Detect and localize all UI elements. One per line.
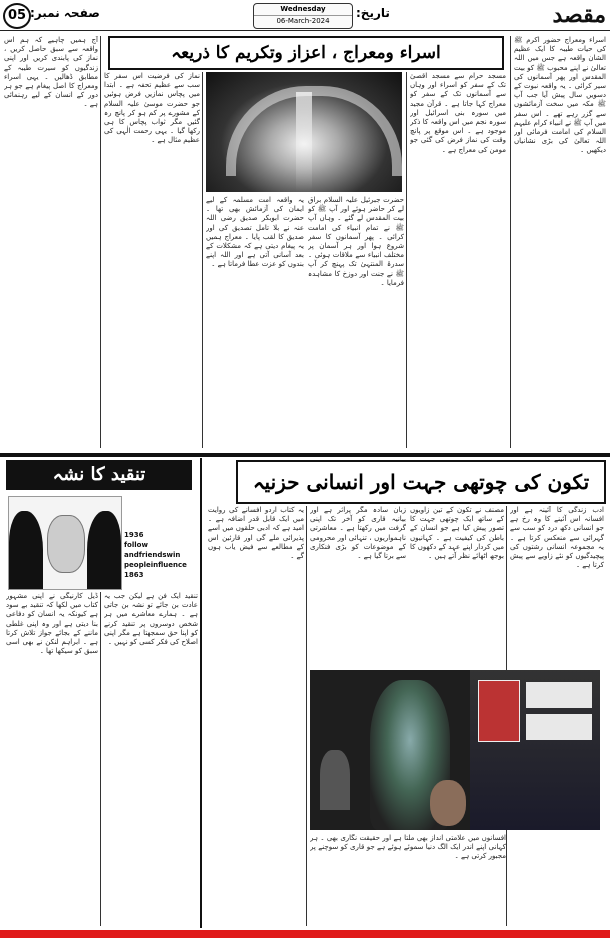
left-article-col-1: تنقید ایک فن ہے لیکن جب یہ عادت بن جائے تو نشہ بن جاتی ہے ۔ ہمارے معاشرے میں ہر شخص دوسروں پر تنقید کرنے کو اپنا حق سمجھتا ہے مگر اپنی اصلاح کی فکر کسی کو نہیں ۔	[104, 592, 198, 647]
column-divider	[202, 72, 203, 448]
page-label: صفحہ نمبر:	[30, 6, 100, 20]
author-portrait	[430, 780, 466, 826]
silhouette-photo	[8, 496, 122, 590]
light-rays	[296, 92, 312, 192]
side-keyword: 1863	[124, 571, 144, 579]
side-keyword: andfriendswin	[124, 551, 181, 559]
left-article-col-2: ڈیل کارنیگی نے اپنی مشہور کتاب میں لکھا کہ تنقید بے سود ہے کیونکہ یہ انسان کو دفاعی بنا دیتی ہے اور وہ اپنی غلطی ماننے کے بجائے جواز تلاش کرتا ہے ۔ ابراہم لنکن نے بھی اسی سبق کو سیکھا تھا ۔	[6, 592, 98, 656]
top-headline: اسراء ومعراج ، اعزاز وتکریم کا ذریعہ	[108, 36, 504, 70]
weekday: Wednesday	[254, 4, 352, 16]
silhouette-left	[9, 511, 43, 589]
header-rule	[0, 30, 610, 31]
collage-panel	[470, 670, 600, 830]
text-card	[526, 714, 592, 740]
side-keyword: 1936	[124, 531, 144, 539]
arch-shape	[226, 86, 402, 176]
side-keyword: peopleinfluence	[124, 561, 187, 569]
page-number: 05	[3, 3, 31, 29]
newspaper-brand: مقصد	[552, 2, 606, 28]
text-card	[526, 682, 592, 708]
column-divider	[406, 72, 407, 448]
top-article-col-3: حضرت جبرئیل علیہ السلام براق لے کر حاضر ہوئے اور آپ ﷺ کو بیت المقدس لے گئے ۔ وہاں آپ ﷺ نے تمام انبیاء کی امامت کرائی ۔ پھر آسمانوں کا سفر شروع ہوا اور ہر آسمان پر مختلف انبیاء سے ملاقات ہوئی ۔ سدرۃ المنتہیٰ تک پہنچ کر آپ ﷺ نے جنت اور دوزخ کا مشاہدہ فرمایا ۔	[308, 196, 404, 287]
face-mask	[47, 515, 85, 573]
column-divider	[510, 36, 511, 448]
date-box	[253, 3, 353, 29]
column-divider	[100, 36, 101, 448]
right-article-col-3: زبان سادہ مگر پراثر ہے اور بیانیہ قاری کو آخر تک اپنی گرفت میں رکھتا ہے ۔ معاشرتی ناہمواریوں ، تنہائی اور محرومی کے موضوعات کو بڑی فنکاری سے برتا گیا ہے ۔	[310, 506, 406, 561]
silhouette-right	[87, 511, 121, 589]
right-article-col-2: مصنف نے تکون کے تین زاویوں کے ساتھ ایک چوتھی جہت کا تصور پیش کیا ہے جو انسان کے باطن کی کیفیت ہے ۔ کہانیوں میں کردار اپنے عہد کے دکھوں کا بوجھ اٹھائے نظر آتے ہیں ۔	[410, 506, 504, 561]
side-keywords	[124, 530, 204, 580]
column-divider	[306, 506, 307, 926]
top-article-col-5: نماز کی فرضیت اس سفر کا سب سے عظیم تحفہ ہے ۔ ابتدا میں پچاس نمازیں فرض ہوئیں جو حضرت موسیٰ علیہ السلام کے مشورے پر کم ہو کر پانچ رہ گئیں مگر ثواب پچاس کا ہی رکھا گیا ۔ یہی رحمت الٰہی کی عظیم مثال ہے ۔	[104, 72, 200, 145]
right-article-col-5: افسانوں میں علامتی انداز بھی ملتا ہے اور حقیقت نگاری بھی ۔ ہر کہانی اپنے اندر ایک الگ دنیا سموئے ہوئے ہے جو قاری کو سوچنے پر مجبور کرتی ہے ۔	[310, 834, 506, 861]
issue-date: 06-March-2024	[276, 17, 330, 25]
calligraphy-photo	[206, 72, 402, 192]
section-separator	[0, 453, 610, 457]
date-label: تاریخ:	[356, 6, 390, 20]
top-article-col-4: یہ واقعہ امت مسلمہ کے لیے ایمان کی آزمائش بھی تھا ۔ حضرت ابوبکر صدیق رضی اللہ عنہ نے بلا تامل تصدیق کی اور صدیق کا لقب پایا ۔ معراج ہمیں یہ پیغام دیتی ہے کہ مشکلات کے بعد آسانی آتی ہے اور اللہ اپنے بندوں کو عزت عطا فرماتا ہے ۔	[206, 196, 304, 269]
section-divider	[200, 458, 202, 928]
column-divider	[100, 592, 101, 926]
top-article-col-1: اسراء ومعراج حضور اکرم ﷺ کی حیات طیبہ کا ایک عظیم الشان واقعہ ہے جس میں اللہ تعالیٰ نے اپنے محبوب ﷺ کو بیت المقدس اور پھر آسمانوں کی سیر کرائی ۔ یہ واقعہ نبوت کے دسویں سال پیش آیا جب آپ ﷺ مکہ میں سخت آزمائشوں سے گزر رہے تھے ۔ اس سفر میں آپ ﷺ نے انبیاء کرام علیہم السلام کی امامت فرمائی اور اللہ تعالیٰ کی بڑی نشانیاں دیکھیں ۔	[514, 36, 606, 155]
left-headline: تنقید کا نشہ	[6, 460, 192, 490]
footer-accent-bar	[0, 930, 610, 938]
top-article-col-6: آج ہمیں چاہیے کہ ہم اس واقعہ سے سبق حاصل کریں ، نماز کی پابندی کریں اور اپنی زندگیوں کو سیرت طیبہ کے مطابق ڈھالیں ۔ یہی اسراء ومعراج کا اصل پیغام ہے جو ہر دور کے انسان کے لیے رہنمائی ہے ۔	[4, 36, 98, 109]
right-headline: تکون کی چوتھی جہت اور انسانی حزنیہ	[236, 460, 606, 504]
book-cover-photo	[310, 670, 600, 830]
person-figure	[320, 750, 350, 810]
right-article-col-1: ادب زندگی کا آئینہ ہے اور افسانہ اس آئینے کا وہ رخ ہے جو انسانی دکھ درد کو سب سے گہرائی سے منعکس کرتا ہے ۔ یہ مجموعہ انسانی رشتوں کی پیچیدگیوں کو نئے زاویے سے پیش کرتا ہے ۔	[510, 506, 604, 570]
right-article-col-4: یہ کتاب اردو افسانے کی روایت میں ایک قابل قدر اضافہ ہے ۔ امید ہے کہ ادبی حلقوں میں اسے پذیرائی ملے گی اور قارئین اس کے مطالعے سے فیض یاب ہوں گے ۔	[208, 506, 304, 561]
side-keyword: follow	[124, 541, 148, 549]
top-article-col-2: مسجد حرام سے مسجد اقصیٰ تک کے سفر کو اسراء اور وہاں سے آسمانوں تک کے سفر کو معراج کہا جاتا ہے ۔ قرآن مجید میں سورہ بنی اسرائیل اور سورہ نجم میں اس واقعہ کا ذکر موجود ہے ۔ اس موقع پر پانچ وقت کی نماز فرض کی گئی جو مومن کی معراج ہے ۔	[410, 72, 506, 154]
masthead	[0, 0, 610, 30]
book-cover	[478, 680, 520, 742]
